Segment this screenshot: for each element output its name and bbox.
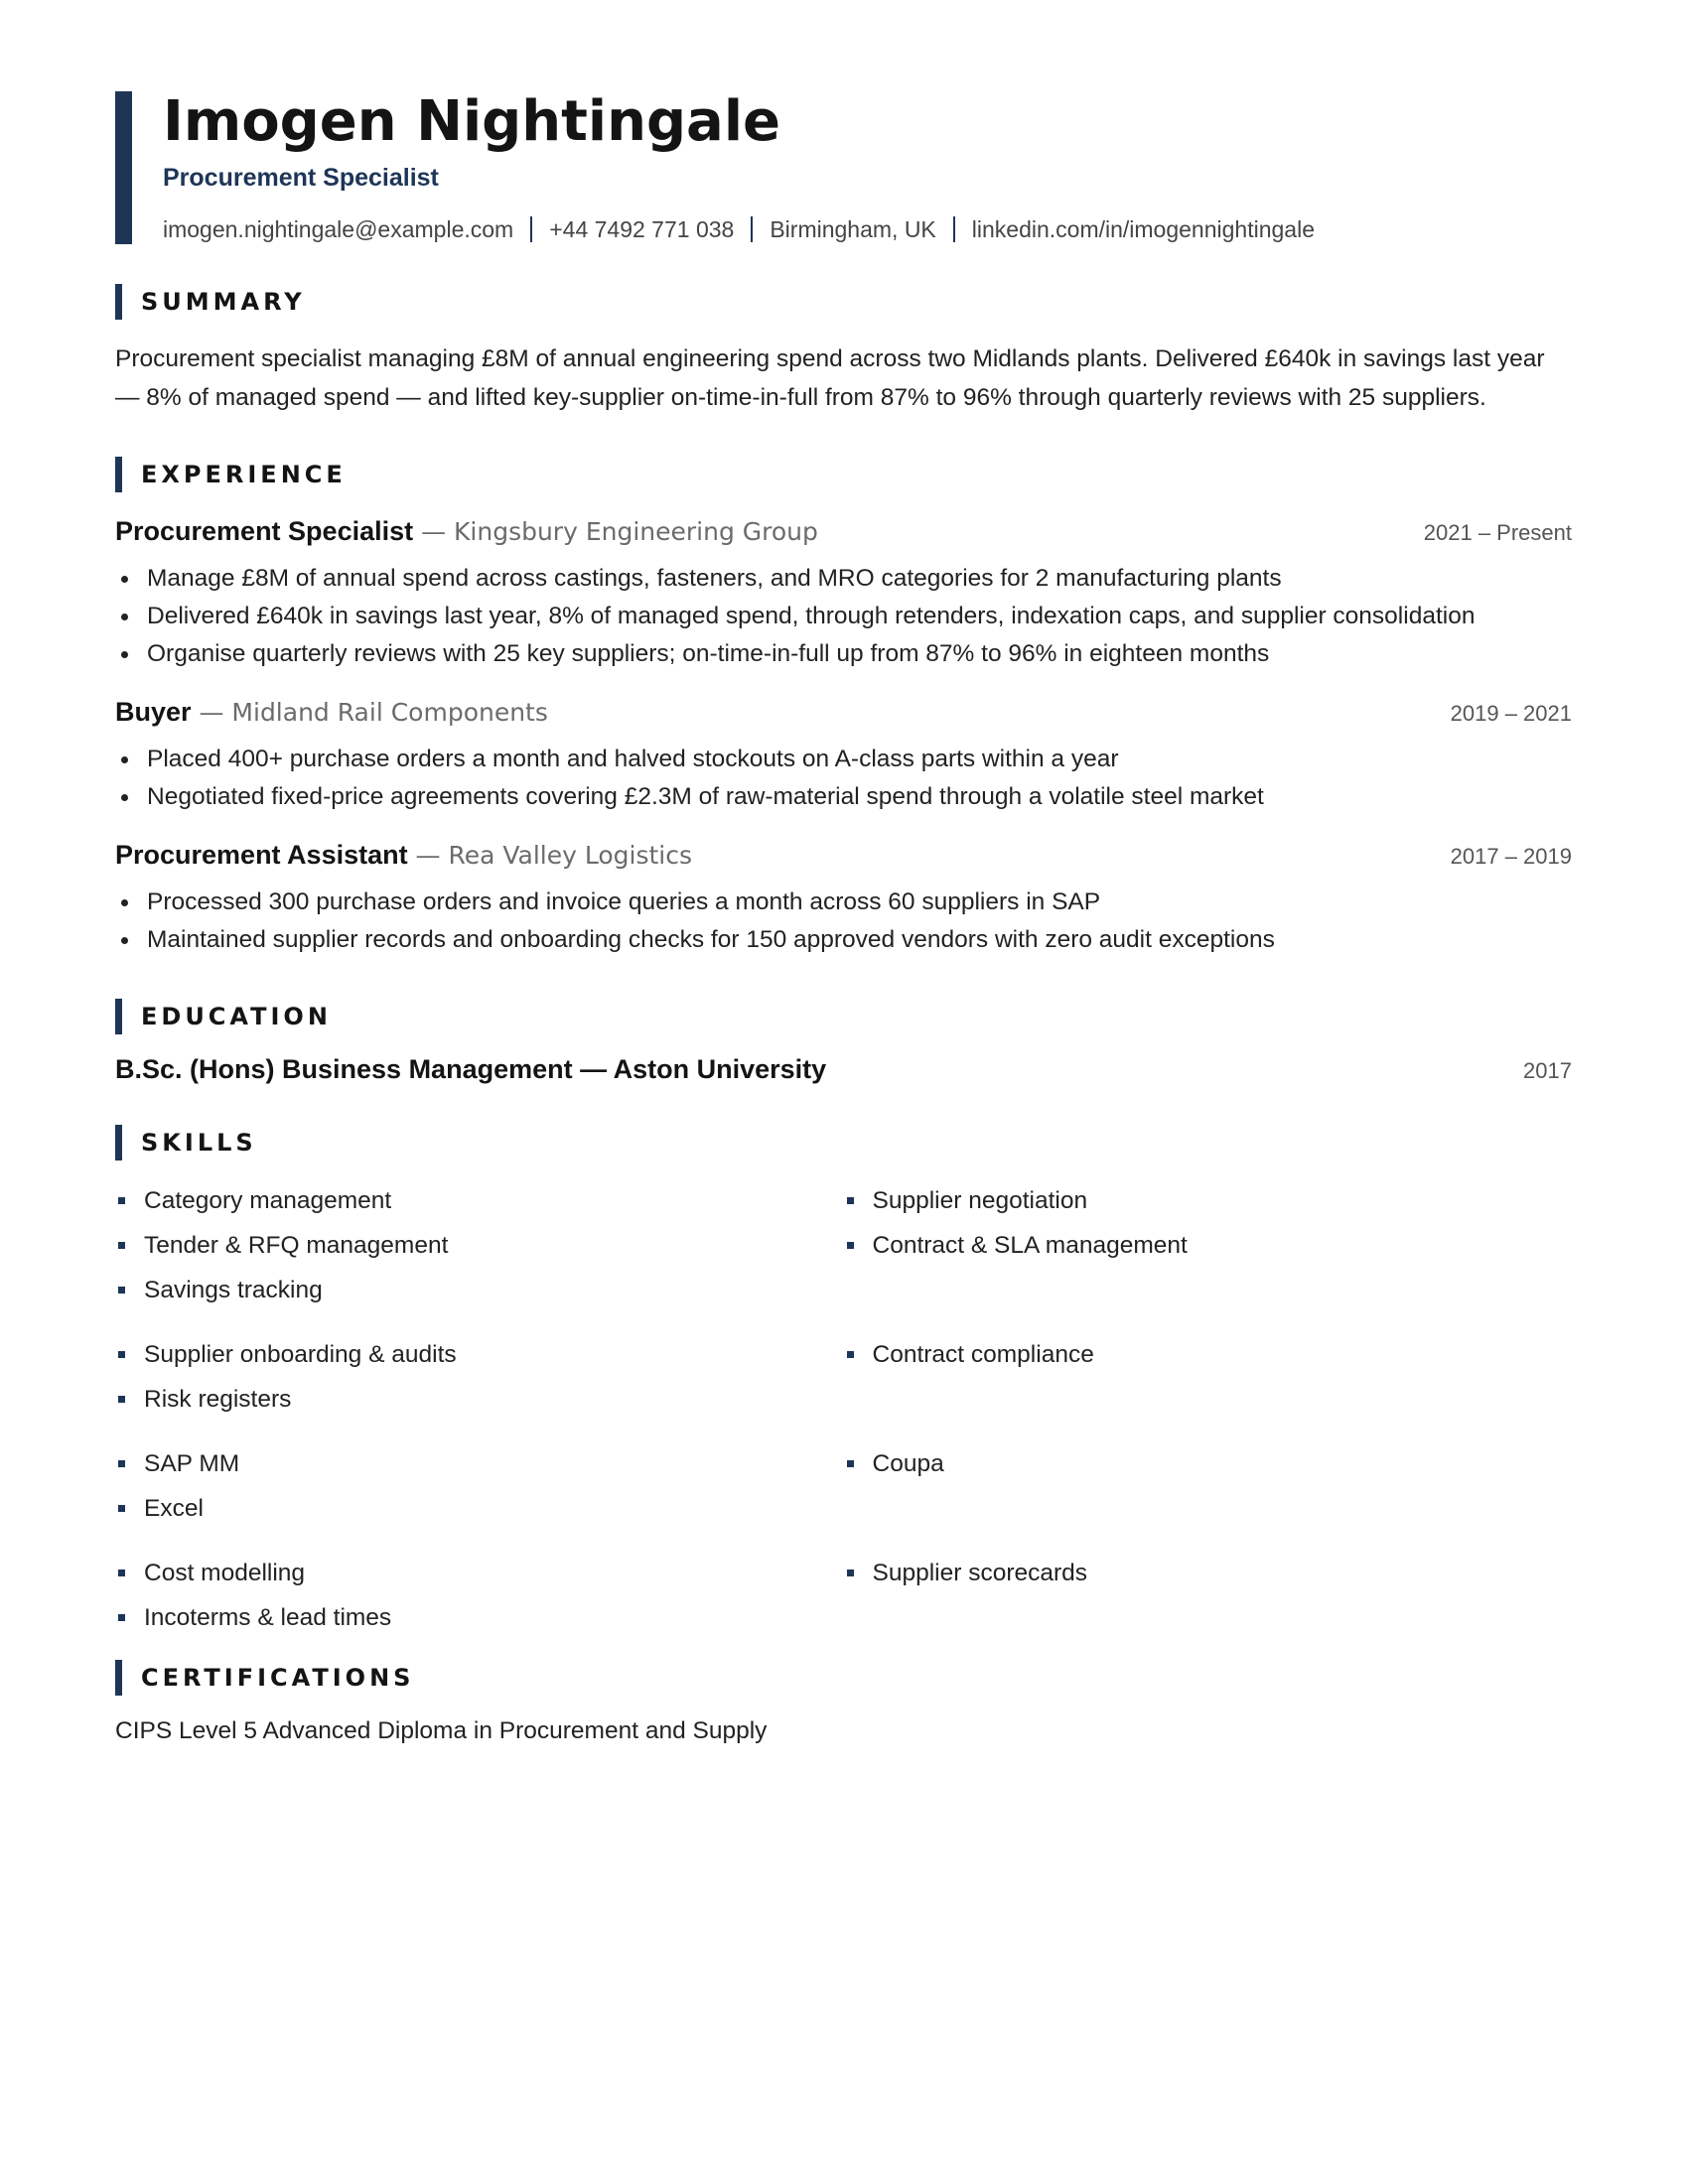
skill-item: Excel xyxy=(115,1486,844,1531)
skill-column-left xyxy=(115,1551,844,1640)
education-year: 2017 xyxy=(1523,1058,1572,1083)
job-entry xyxy=(115,697,1572,816)
job-bullet: Placed 400+ purchase orders a month and halved stockouts on A-class parts within a year xyxy=(115,741,1572,778)
skill-column-right xyxy=(844,1551,1573,1640)
skill-item: Incoterms & lead times xyxy=(115,1595,844,1640)
certification-item: CIPS Level 5 Advanced Diploma in Procurement and Supply xyxy=(115,1717,768,1744)
contact-phone[interactable]: +44 7492 771 038 xyxy=(549,216,735,242)
job-role: Procurement Specialist xyxy=(115,516,414,546)
section-accent-bar xyxy=(115,1125,122,1160)
job-entry xyxy=(115,840,1572,959)
contact-line xyxy=(163,214,1572,244)
skill-item: Coupa xyxy=(844,1441,1573,1486)
section-title-skills: SKILLS xyxy=(141,1129,257,1157)
job-role: Procurement Assistant xyxy=(115,840,408,870)
education-entry xyxy=(115,1054,1572,1085)
education-degree: B.Sc. (Hons) Business Management — Aston University xyxy=(115,1054,827,1084)
job-bullet: Manage £8M of annual spend across castings, fasteners, and MRO categories for 2 manufacturing plants xyxy=(115,560,1572,598)
skill-item: Savings tracking xyxy=(115,1268,844,1312)
experience-section xyxy=(115,457,1572,959)
skill-item: Contract compliance xyxy=(844,1332,1573,1377)
section-heading xyxy=(115,457,1572,492)
candidate-title: Procurement Specialist xyxy=(163,164,439,192)
job-bullet: Organise quarterly reviews with 25 key suppliers; on-time-in-full up from 87% to 96% in eighteen months xyxy=(115,635,1572,673)
skill-group xyxy=(115,1178,1572,1312)
job-company: — Kingsbury Engineering Group xyxy=(413,517,818,546)
section-accent-bar xyxy=(115,284,122,320)
skill-item: Risk registers xyxy=(115,1377,844,1422)
skill-item: Supplier scorecards xyxy=(844,1551,1573,1595)
section-title-summary: SUMMARY xyxy=(141,288,306,316)
candidate-name: Imogen Nightingale xyxy=(163,89,780,154)
job-entry xyxy=(115,516,1572,673)
section-heading xyxy=(115,999,1572,1034)
contact-separator xyxy=(953,216,955,242)
skill-column-left xyxy=(115,1332,844,1422)
skill-group xyxy=(115,1441,1572,1531)
contact-email[interactable]: imogen.nightingale@example.com xyxy=(163,216,514,242)
job-company: — Midland Rail Components xyxy=(191,698,548,727)
skill-column-left xyxy=(115,1178,844,1312)
resume-page xyxy=(115,91,1572,1745)
skill-item: SAP MM xyxy=(115,1441,844,1486)
summary-text: Procurement specialist managing £8M of annual engineering spend across two Midlands plants. Delivered £640k in savings last year — 8% of managed spend — and lifted key-supplier on-time-in-full from 87% to 96% through quarterly reviews with 25 suppliers. xyxy=(115,345,1545,411)
summary-section xyxy=(115,284,1572,417)
contact-location: Birmingham, UK xyxy=(770,216,936,242)
skill-item: Supplier onboarding & audits xyxy=(115,1332,844,1377)
contact-linkedin[interactable]: linkedin.com/in/imogennightingale xyxy=(971,216,1315,242)
job-dates: 2021 – Present xyxy=(1423,520,1572,545)
job-role: Buyer xyxy=(115,697,192,727)
job-bullets xyxy=(115,741,1572,816)
job-bullet: Processed 300 purchase orders and invoice queries a month across 60 suppliers in SAP xyxy=(115,884,1572,921)
section-heading xyxy=(115,284,1572,320)
skill-item: Tender & RFQ management xyxy=(115,1223,844,1268)
section-heading xyxy=(115,1125,1572,1160)
section-title-experience: EXPERIENCE xyxy=(141,461,347,488)
section-heading xyxy=(115,1660,1572,1696)
section-accent-bar xyxy=(115,1660,122,1696)
certifications-section xyxy=(115,1660,1572,1745)
skill-column-right xyxy=(844,1332,1573,1422)
job-header xyxy=(115,697,1572,733)
skill-group xyxy=(115,1332,1572,1422)
job-bullet: Maintained supplier records and onboarding checks for 150 approved vendors with zero audit exceptions xyxy=(115,921,1572,959)
header-accent-bar xyxy=(115,91,132,244)
section-accent-bar xyxy=(115,999,122,1034)
skills-section xyxy=(115,1125,1572,1640)
contact-separator xyxy=(751,216,753,242)
job-dates: 2019 – 2021 xyxy=(1450,701,1572,726)
skills-list xyxy=(115,1178,1572,1640)
skill-item: Category management xyxy=(115,1178,844,1223)
job-dates: 2017 – 2019 xyxy=(1450,844,1572,869)
skill-item: Contract & SLA management xyxy=(844,1223,1573,1268)
skill-column-right xyxy=(844,1441,1573,1531)
section-accent-bar xyxy=(115,457,122,492)
job-header xyxy=(115,516,1572,552)
skill-item: Cost modelling xyxy=(115,1551,844,1595)
skill-column-right xyxy=(844,1178,1573,1312)
education-section xyxy=(115,999,1572,1085)
section-title-education: EDUCATION xyxy=(141,1003,332,1030)
contact-separator xyxy=(530,216,532,242)
skill-item: Supplier negotiation xyxy=(844,1178,1573,1223)
job-bullet: Delivered £640k in savings last year, 8% of managed spend, through retenders, indexation caps, and supplier consolidation xyxy=(115,598,1572,635)
section-title-certifications: CERTIFICATIONS xyxy=(141,1664,415,1692)
skill-column-left xyxy=(115,1441,844,1531)
job-bullets xyxy=(115,560,1572,673)
job-bullets xyxy=(115,884,1572,959)
skill-group xyxy=(115,1551,1572,1640)
job-bullet: Negotiated fixed-price agreements covering £2.3M of raw-material spend through a volatile steel market xyxy=(115,778,1572,816)
job-header xyxy=(115,840,1572,876)
resume-header xyxy=(115,91,1572,244)
job-company: — Rea Valley Logistics xyxy=(407,841,693,870)
